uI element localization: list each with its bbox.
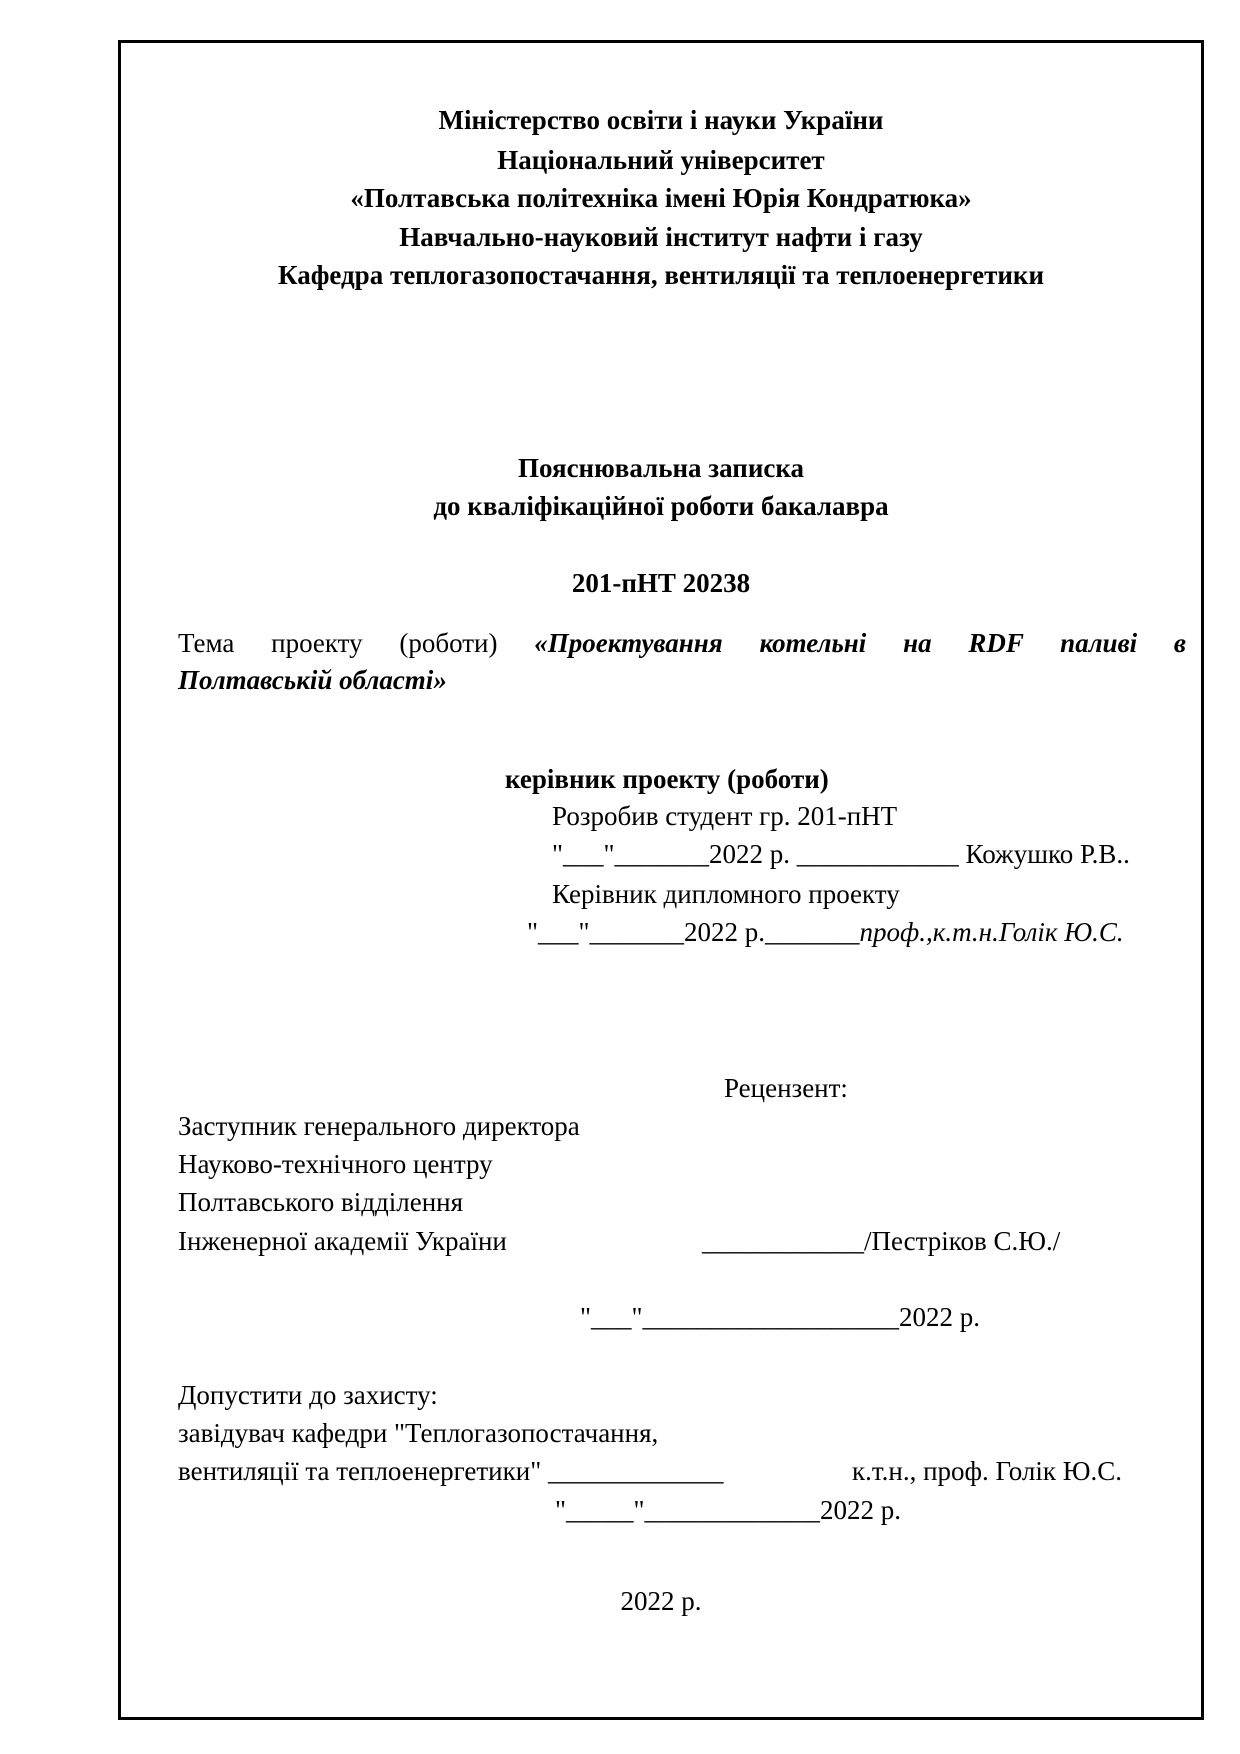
university-heading: Національний університет xyxy=(497,145,825,175)
reviewer-position-line2: Науково-технічного центру xyxy=(178,1149,493,1179)
reviewer-position-line4: Інженерної академії України xyxy=(178,1226,507,1256)
admission-line1: Допустити до захисту: xyxy=(178,1380,438,1410)
footer-year: 2022 р. xyxy=(620,1586,702,1616)
theme-title-line2: Полтавській області» xyxy=(178,665,447,695)
document-title: Пояснювальна записка xyxy=(517,453,805,483)
theme-line xyxy=(178,627,1186,659)
document-code: 201-пНТ 20238 xyxy=(571,568,751,598)
theme-label: Тема проекту (роботи) xyxy=(178,628,498,658)
reviewer-position-line3: Полтавського відділення xyxy=(178,1187,464,1217)
reviewer-date: "___"___________________2022 р. xyxy=(580,1302,981,1332)
head-of-department-name: к.т.н., проф. Голік Ю.С. xyxy=(852,1456,1123,1486)
reviewer-heading: Рецензент: xyxy=(724,1073,848,1103)
admission-line2: завідувач кафедри "Теплогазопостачання, xyxy=(178,1418,659,1448)
supervisor-name: проф.,к.т.н.Голік Ю.С. xyxy=(859,917,1124,947)
developed-by: Розробив студент гр. 201-пНТ xyxy=(552,801,898,831)
department-heading: Кафедра теплогазопостачання, вентиляції та теплоенергетики xyxy=(277,260,1045,290)
document-subtitle: до кваліфікаційної роботи бакалавра xyxy=(433,491,889,521)
university-name: «Полтавська політехніка імені Юрія Кондратюка» xyxy=(350,183,972,213)
admission-date: "_____"_____________2022 р. xyxy=(555,1495,902,1525)
supervisor-heading: керівник проекту (роботи) xyxy=(505,764,829,794)
institute-heading: Навчально-науковий інститут нафти і газу xyxy=(399,222,923,252)
admission-line3: вентиляції та теплоенергетики" _____________ xyxy=(178,1456,724,1486)
student-signature-line: "___"_______2022 р. ____________ Кожушко Р.В.. xyxy=(552,839,1130,869)
supervisor-signature-line xyxy=(527,916,1124,948)
supervisor-label: Керівник дипломного проекту xyxy=(552,879,900,909)
ministry-heading: Міністерство освіти і науки України xyxy=(438,105,884,135)
reviewer-signature: ____________/Пестріков С.Ю./ xyxy=(702,1226,1061,1256)
supervisor-date: "___"_______2022 р._______ xyxy=(527,917,860,947)
theme-title-line1: «Проектування котельні на RDF паливі в xyxy=(534,628,1186,658)
reviewer-position-line1: Заступник генерального директора xyxy=(178,1111,580,1141)
